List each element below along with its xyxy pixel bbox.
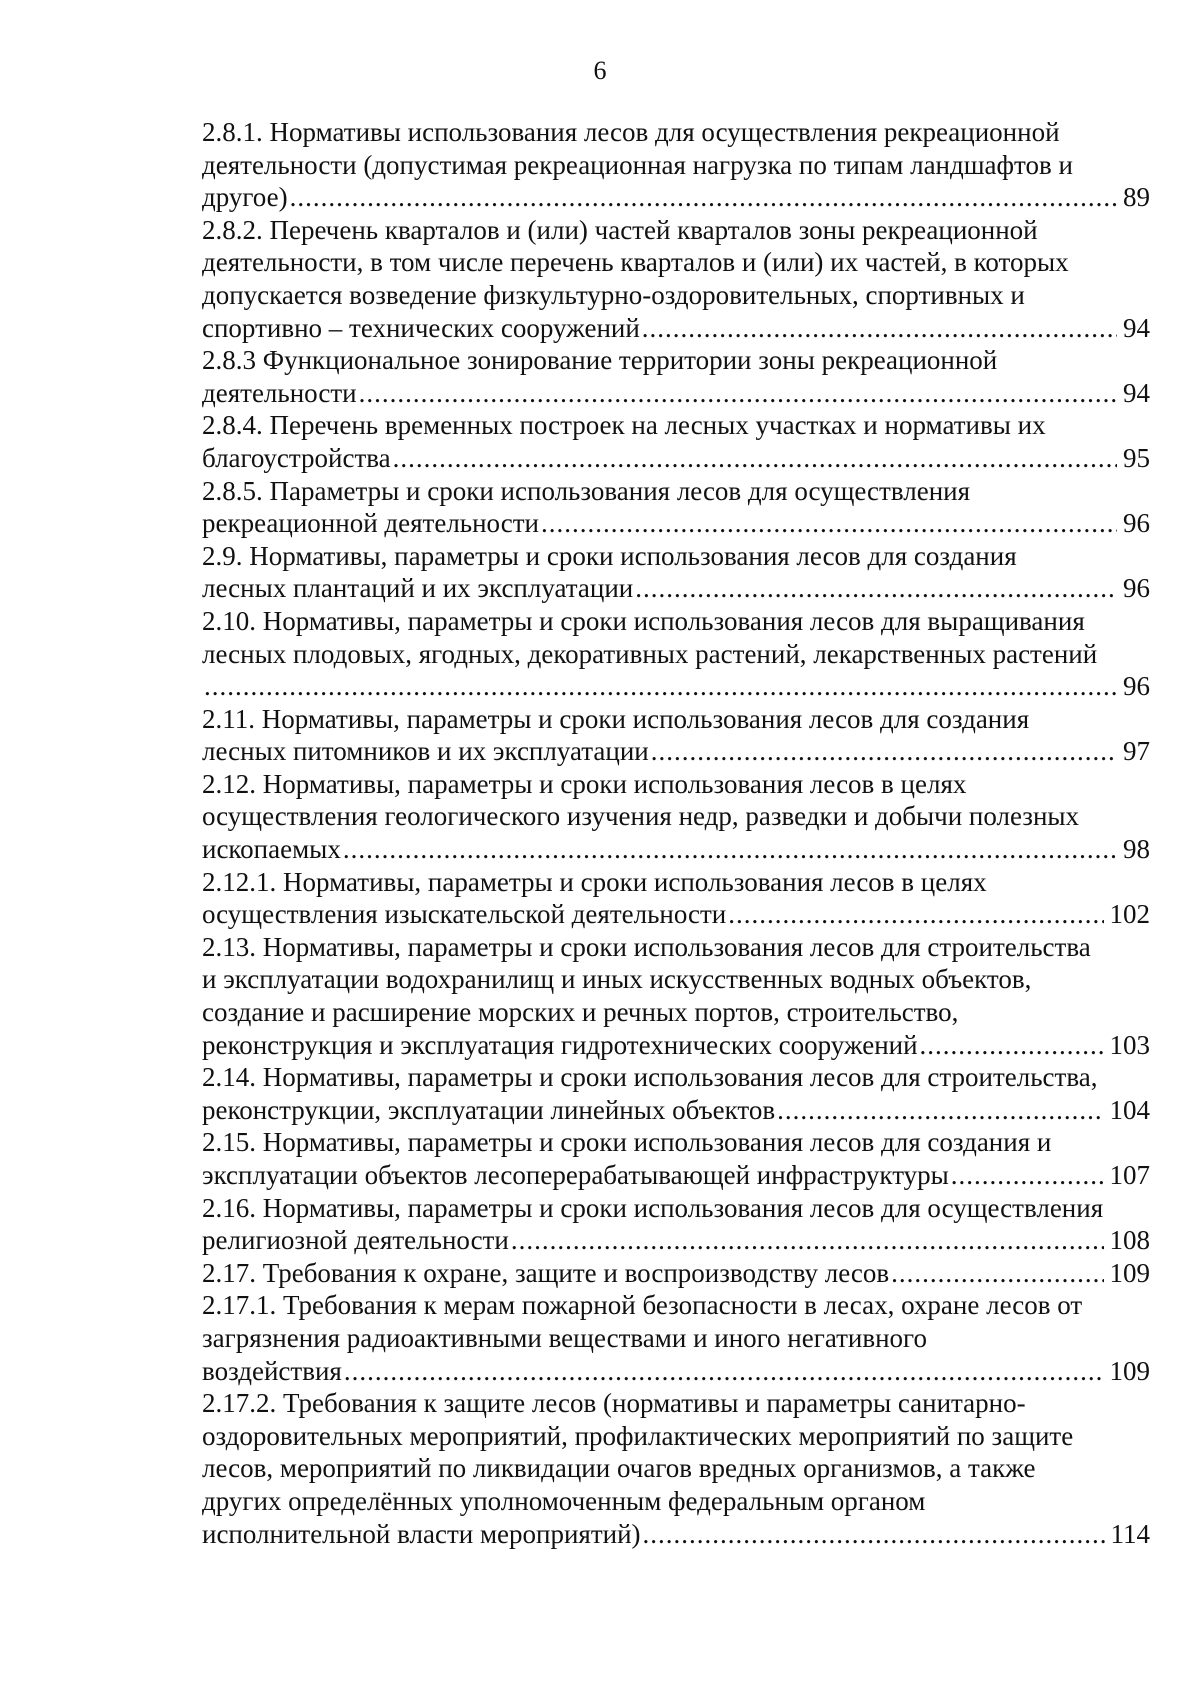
dot-leader <box>344 1355 1104 1388</box>
toc-entry[interactable] <box>202 409 1150 474</box>
toc-page-number: 94 <box>1123 312 1150 343</box>
toc-entry-text: создание и расширение морских и речных портов, строительство, <box>202 997 959 1028</box>
toc-entry-last-line <box>202 735 1150 768</box>
toc-entry-text: 2.15. Нормативы, параметры и сроки использования лесов для создания и <box>202 1127 1052 1158</box>
toc-page-number: 96 <box>1123 573 1150 604</box>
toc-entry-text: 2.8.4. Перечень временных построек на лесных участках и нормативы их <box>202 410 1046 441</box>
toc-page-number: 109 <box>1109 1355 1150 1386</box>
toc-page-number: 104 <box>1109 1094 1150 1125</box>
toc-entry-text: лесных плантаций и их эксплуатации <box>202 573 634 604</box>
toc-entry[interactable] <box>202 703 1150 768</box>
toc-entry-text: деятельности <box>202 377 357 408</box>
toc-entry-text: загрязнения радиоактивными веществами и иного негативного <box>202 1322 927 1353</box>
toc-entry-text: допускается возведение физкультурно-оздоровительных, спортивных и <box>202 279 1025 310</box>
toc-entry-text: лесных плодовых, ягодных, декоративных растений, лекарственных растений <box>202 638 1098 669</box>
toc-entry-text: другое) <box>202 182 288 213</box>
toc-page-number: 109 <box>1109 1257 1150 1288</box>
toc-entry-text: 2.11. Нормативы, параметры и сроки использования лесов для создания <box>202 703 1030 734</box>
dot-leader <box>951 1159 1104 1192</box>
toc-entry-last-line <box>202 670 1150 703</box>
toc-entry[interactable] <box>202 768 1150 866</box>
toc-page-number: 95 <box>1123 442 1150 473</box>
toc-entry[interactable] <box>202 1257 1150 1290</box>
toc-entry-text: исполнительной власти мероприятий) <box>202 1518 641 1549</box>
toc-entry-text: религиозной деятельности <box>202 1225 509 1256</box>
toc-entry-last-line <box>202 1518 1150 1551</box>
toc-entry-text: реконструкции, эксплуатации линейных объектов <box>202 1094 776 1125</box>
dot-leader <box>642 312 1117 345</box>
toc-page-number: 98 <box>1123 834 1150 865</box>
toc-entry-text: спортивно – технических сооружений <box>202 312 640 343</box>
toc-entry-last-line <box>202 442 1150 475</box>
toc-page-number: 102 <box>1109 899 1150 930</box>
toc-entry-last-line <box>202 181 1150 214</box>
toc-entry-text: оздоровительных мероприятий, профилактических мероприятий по защите <box>202 1420 1074 1451</box>
toc-entry-last-line <box>202 1159 1150 1192</box>
dot-leader <box>393 442 1117 475</box>
toc-entry[interactable] <box>202 1192 1150 1257</box>
toc-entry[interactable] <box>202 605 1150 703</box>
dot-leader <box>651 735 1117 768</box>
toc-page-number: 97 <box>1123 736 1150 767</box>
toc-entry[interactable] <box>202 931 1150 1061</box>
dot-leader <box>728 898 1103 931</box>
toc-entry-text: 2.8.3 Функциональное зонирование территории зоны рекреационной <box>202 345 998 376</box>
dot-leader <box>541 507 1117 540</box>
toc-entry-last-line <box>202 833 1150 866</box>
toc-entry-text: 2.13. Нормативы, параметры и сроки использования лесов для строительства <box>202 931 1091 962</box>
toc-entry-text: реконструкция и эксплуатация гидротехнических сооружений <box>202 1029 918 1060</box>
toc-entry-text: благоустройства <box>202 442 391 473</box>
toc-entry[interactable] <box>202 866 1150 931</box>
toc-entry[interactable] <box>202 1126 1150 1191</box>
toc-entry-text: 2.8.1. Нормативы использования лесов для осуществления рекреационной <box>202 117 1060 147</box>
dot-leader <box>343 833 1117 866</box>
dot-leader <box>643 1518 1105 1551</box>
toc-entry-text: 2.8.5. Параметры и сроки использования лесов для осуществления <box>202 475 971 506</box>
toc-entry-text: осуществления изыскательской деятельности <box>202 899 727 930</box>
toc-entry-text: 2.10. Нормативы, параметры и сроки использования лесов для выращивания <box>202 605 1085 636</box>
toc-entry-last-line <box>202 507 1150 540</box>
toc-entry-text: эксплуатации объектов лесоперерабатывающей инфраструктуры <box>202 1160 949 1190</box>
toc-entry-text: 2.17.2. Требования к защите лесов (нормативы и параметры санитарно- <box>202 1388 1026 1419</box>
toc-page-number: 103 <box>1109 1029 1150 1060</box>
toc-entry[interactable] <box>202 1387 1150 1550</box>
toc-entry-last-line <box>202 312 1150 345</box>
page-number: 6 <box>593 56 607 85</box>
toc-entry[interactable] <box>202 475 1150 540</box>
toc-page-number: 94 <box>1123 377 1150 408</box>
toc-entry-text: 2.17. Требования к охране, защите и воспроизводству лесов <box>202 1257 890 1288</box>
toc-entry[interactable] <box>202 1061 1150 1126</box>
toc-entry-text: и эксплуатации водохранилищ и иных искусственных водных объектов, <box>202 964 1032 995</box>
toc-entry-text: 2.16. Нормативы, параметры и сроки использования лесов для осуществления <box>202 1192 1104 1223</box>
toc-entry-text: деятельности, в том числе перечень кварталов и (или) их частей, в которых <box>202 247 1069 278</box>
dot-leader <box>920 1029 1104 1062</box>
dot-leader <box>777 1094 1103 1127</box>
dot-leader <box>511 1224 1104 1257</box>
toc-entry-text: других определённых уполномоченным федеральным органом <box>202 1485 926 1516</box>
toc-entry[interactable] <box>202 116 1150 214</box>
toc-entry[interactable] <box>202 214 1150 344</box>
dot-leader <box>359 377 1117 410</box>
dot-leader <box>290 181 1117 214</box>
toc-page-number: 107 <box>1109 1160 1150 1190</box>
toc-entry-last-line <box>202 1224 1150 1257</box>
toc-entry-text: 2.12. Нормативы, параметры и сроки использования лесов в целях <box>202 768 967 799</box>
toc-entry-last-line <box>202 1257 1150 1290</box>
toc-entry-last-line <box>202 1029 1150 1062</box>
toc-entry-last-line <box>202 377 1150 410</box>
toc-entry-last-line <box>202 572 1150 605</box>
toc-entry-text: воздействия <box>202 1355 342 1386</box>
toc-entry-text: деятельности (допустимая рекреационная нагрузка по типам ландшафтов и <box>202 149 1073 180</box>
toc-page-number: 108 <box>1109 1225 1150 1256</box>
table-of-contents <box>202 116 1150 1550</box>
toc-entry-text: 2.17.1. Требования к мерам пожарной безопасности в лесах, охране лесов от <box>202 1290 1083 1321</box>
toc-entry-text: 2.12.1. Нормативы, параметры и сроки использования лесов в целях <box>202 866 987 897</box>
dot-leader <box>891 1257 1103 1290</box>
toc-entry-last-line <box>202 1355 1150 1388</box>
toc-entry[interactable] <box>202 1289 1150 1387</box>
toc-page-number: 96 <box>1123 508 1150 539</box>
dot-leader <box>204 670 1117 703</box>
toc-entry-text: лесов, мероприятий по ликвидации очагов вредных организмов, а также <box>202 1453 1036 1484</box>
toc-entry-text: 2.9. Нормативы, параметры и сроки использования лесов для создания <box>202 540 1017 571</box>
toc-entry-text: ископаемых <box>202 834 341 865</box>
toc-entry-last-line <box>202 1094 1150 1127</box>
toc-page-number: 89 <box>1123 182 1150 213</box>
toc-entry-text: рекреационной деятельности <box>202 508 539 539</box>
toc-entry-text: 2.8.2. Перечень кварталов и (или) частей кварталов зоны рекреационной <box>202 214 1038 245</box>
dot-leader <box>635 572 1117 605</box>
toc-page-number: 114 <box>1110 1518 1150 1549</box>
toc-entry-text: осуществления геологического изучения недр, разведки и добычи полезных <box>202 801 1080 832</box>
toc-entry-text: 2.14. Нормативы, параметры и сроки использования лесов для строительства, <box>202 1062 1098 1093</box>
toc-entry[interactable] <box>202 540 1150 605</box>
toc-page-number: 96 <box>1123 671 1150 702</box>
toc-entry-last-line <box>202 898 1150 931</box>
toc-entry-text: лесных питомников и их эксплуатации <box>202 736 649 767</box>
toc-entry[interactable] <box>202 344 1150 409</box>
